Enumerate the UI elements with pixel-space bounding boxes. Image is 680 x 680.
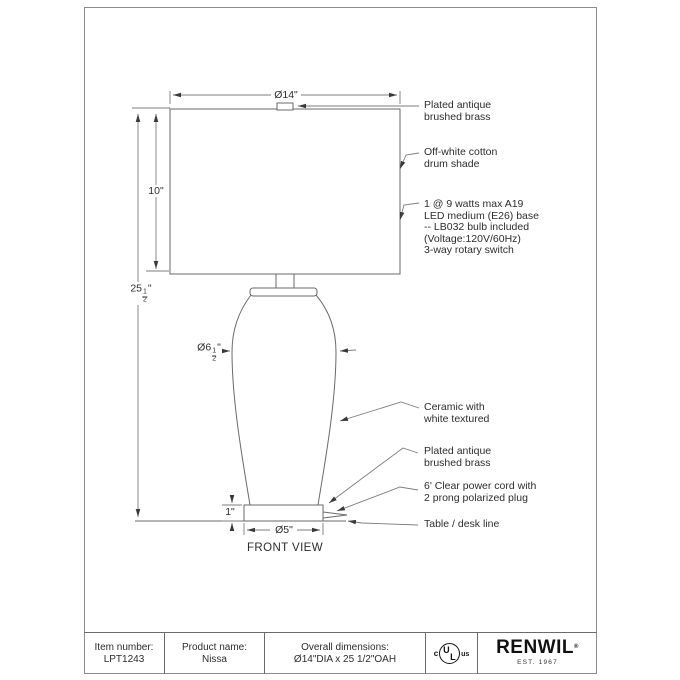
title-block [84,632,597,674]
item-number-cell [84,633,164,674]
product-name-value: Nissa [201,653,227,665]
callout-base-hardware: Plated antique brushed brass [424,445,492,469]
power-cord [323,512,347,518]
body-diameter-dimension: Ø6 $\frac{1}{2}$ " [197,341,221,362]
overall-height-dimension: 25 $\frac{1}{2}$ " [130,282,152,303]
callout-bulb-spec: 1 @ 9 watts max A19 LED medium (E26) base -- LB032 bulb included (Voltage:120V/60Hz) 3-way rotary switch [424,198,539,256]
callout-shade-hardware: Plated antique brushed brass [424,99,492,123]
base-diameter-dimension: Ø5" [275,524,293,536]
lamp-base [244,505,323,521]
product-name-cell [164,633,264,674]
lamp-body [232,295,336,505]
callout-body-material: Ceramic with white textured [424,401,490,425]
callout-power-cord: 6' Clear power cord with 2 prong polarized plug [424,480,537,504]
shade-diameter-dimension: Ø14" [274,89,298,101]
certification-cell [425,633,477,674]
callout-table-line: Table / desk line [424,518,500,530]
overall-dimensions-value: Ø14"DIA x 25 1/2"OAH [293,653,397,665]
lamp-neck [276,274,294,289]
fraction: $\frac{1}{2}$ [143,288,147,303]
overall-dimensions-cell [264,633,425,674]
shade-height-dimension: 10" [148,185,164,197]
brand-cell [477,633,597,674]
base-height-dimension: 1" [225,506,235,518]
item-number-value: LPT1243 [103,653,145,665]
brand-logo: RENWIL® [496,636,579,658]
lamp-outline [135,103,400,521]
finial [277,103,293,110]
fraction: $\frac{1}{2}$ [212,347,217,362]
callout-shade-material: Off-white cotton drum shade [424,146,498,170]
item-number-label: Item number: [94,641,154,653]
drum-shade [170,109,400,274]
cul-us-icon: c U L us [433,645,470,662]
view-label: FRONT VIEW [247,542,323,554]
product-name-label: Product name: [181,641,248,653]
brand-established: EST. 1967 [517,658,558,666]
body-cap [250,288,317,296]
overall-dimensions-label: Overall dimensions: [301,641,389,653]
